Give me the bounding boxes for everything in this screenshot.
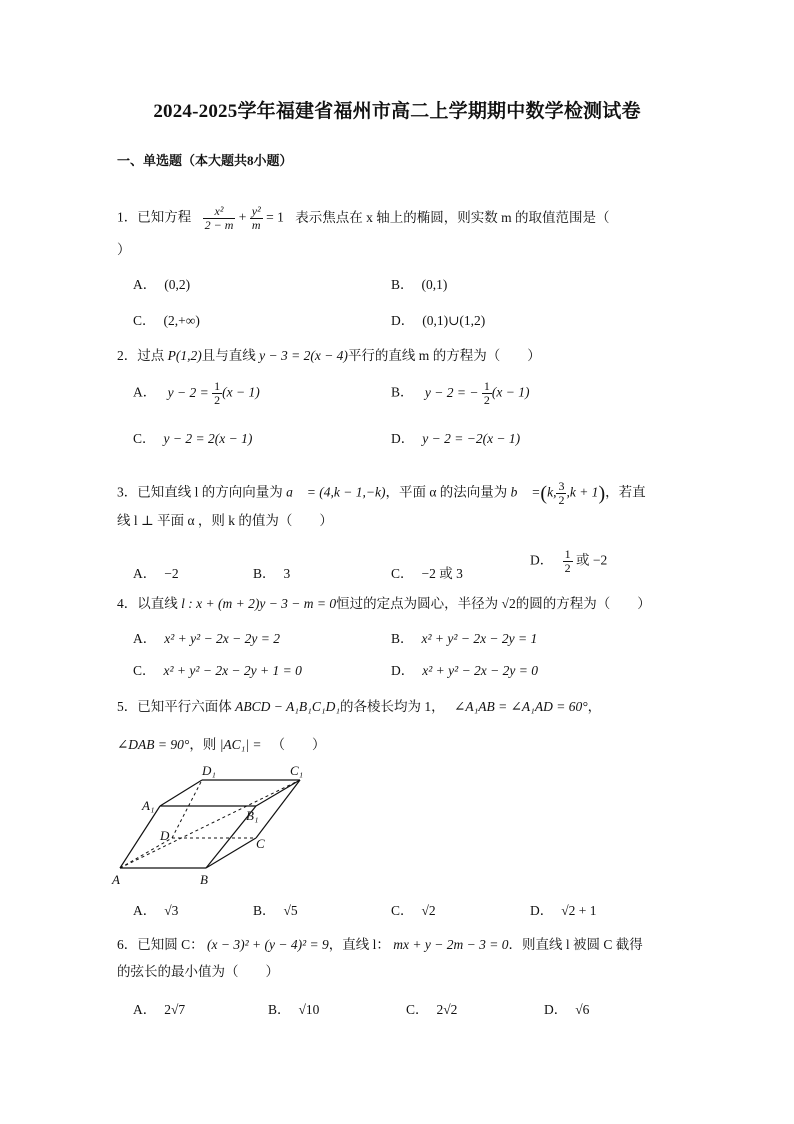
angle-expression: ∠A₁AB = ∠A₁AD = 60° — [454, 699, 588, 714]
numerator: 1 — [483, 379, 490, 393]
option-label: C． — [133, 663, 156, 678]
option-label: C． — [133, 431, 156, 446]
option-d — [391, 427, 520, 447]
paren-close: ) — [598, 482, 606, 505]
option-value: (x − 1) — [491, 384, 530, 400]
option-label: D． — [530, 903, 554, 918]
question-text: ．则直线 l 被圆 C 截得 — [508, 937, 643, 952]
option-b — [391, 627, 537, 647]
parallelepiped-figure — [110, 760, 330, 890]
numerator: 1 — [564, 547, 571, 561]
option-label: B． — [391, 631, 414, 646]
option-value: x² + y² − 2x − 2y = 2 — [164, 631, 281, 646]
option-c — [133, 427, 252, 447]
option-value: (0,1) — [421, 277, 448, 292]
question-text: 已知方程 — [137, 209, 192, 225]
option-d — [530, 899, 597, 919]
option-d — [391, 659, 538, 679]
solid-name: ABCD − A₁B₁C₁D₁ — [235, 699, 341, 714]
numerator: 1 — [214, 379, 221, 393]
question-text: 已知直线 l 的方向向量为 — [137, 484, 283, 500]
option-label: B． — [391, 277, 414, 292]
option-value: y − 2 = −2(x − 1) — [422, 431, 521, 446]
option-value: √5 — [283, 903, 298, 918]
fraction — [203, 205, 236, 232]
exam-title: 2024-2025学年福建省福州市高二上学期期中数学检测试卷 — [153, 101, 641, 122]
option-value: −2 或 3 — [421, 566, 463, 581]
punctuation: ， — [587, 699, 602, 714]
option-value: y − 2 = − — [424, 384, 479, 400]
line-equation: l : x + (m + 2)y − 3 − m = 0 — [181, 596, 337, 611]
question-text: 已知圆 C： — [137, 937, 204, 952]
question-text: 已知平行六面体 — [137, 699, 232, 714]
angle-expression: ∠DAB = 90° — [117, 737, 190, 752]
numerator: 3 — [558, 479, 565, 493]
question-number: 3． — [117, 484, 138, 500]
option-value: (2,+∞) — [163, 313, 200, 328]
vector-b-part: ,k + 1 — [566, 484, 599, 500]
abs-expression: |AC₁| = — [219, 737, 262, 752]
question-number: 2． — [117, 348, 138, 363]
question-text: 以直线 — [137, 596, 178, 611]
option-c — [406, 998, 457, 1018]
option-value: x² + y² − 2x − 2y = 1 — [421, 631, 538, 646]
label-c1: C₁ — [290, 763, 304, 778]
question-6 — [117, 935, 643, 955]
option-label: A． — [133, 1002, 157, 1017]
question-text: 且与直线 — [201, 348, 256, 363]
option-value: x² + y² − 2x − 2y + 1 = 0 — [163, 663, 302, 678]
label-d1: D₁ — [202, 763, 216, 778]
option-label: C． — [391, 566, 414, 581]
option-label: A． — [133, 903, 157, 918]
option-value: y − 2 = 2(x − 1) — [163, 431, 253, 446]
option-value: (0,2) — [164, 277, 191, 292]
fraction — [563, 548, 573, 575]
line-equation: y − 3 = 2(x − 4) — [259, 348, 348, 363]
option-label: A． — [133, 277, 157, 292]
option-value: √2 — [421, 903, 436, 918]
label-a1: A₁ — [142, 798, 155, 813]
option-value: √3 — [164, 903, 179, 918]
question-text-line2: 的弦长的最小值为（ ） — [117, 964, 279, 979]
fraction — [482, 380, 492, 407]
option-value: (0,1)∪(1,2) — [422, 313, 486, 328]
edge — [120, 806, 160, 868]
question-number: 4． — [117, 596, 138, 611]
option-label: B． — [391, 384, 414, 400]
question-text: ，平面 α 的法向量为 — [385, 484, 508, 500]
option-value: (x − 1) — [222, 384, 260, 400]
label-a: A — [112, 872, 120, 887]
line-equation: mx + y − 2m − 3 = 0 — [393, 937, 509, 952]
option-label: D． — [530, 552, 554, 568]
option-value: y − 2 = — [167, 384, 209, 400]
option-label: B． — [253, 566, 276, 581]
numerator: y² — [251, 204, 261, 218]
question-3 — [117, 480, 646, 507]
option-label: C． — [406, 1002, 429, 1017]
paren-open: ( — [540, 482, 548, 505]
question-2 — [117, 346, 541, 366]
plus-sign: + — [238, 209, 247, 225]
option-c — [391, 562, 463, 582]
vector-a: a⃗ = (4,k − 1,−k) — [286, 484, 386, 500]
option-b — [268, 998, 319, 1018]
diagonal-ac1 — [120, 780, 300, 868]
question-text: 的各棱长均为 1， — [340, 699, 445, 714]
edge — [206, 838, 256, 868]
option-a — [133, 899, 178, 919]
option-value: √6 — [575, 1002, 590, 1017]
option-label: B． — [253, 903, 276, 918]
question-text: 表示焦点在 x 轴上的椭圆，则实数 m 的取值范围是（ — [295, 209, 610, 225]
question-4 — [117, 594, 651, 614]
question-text: 平行的直线 m 的方程为（ ） — [347, 348, 541, 363]
question-text: 过点 — [137, 348, 165, 363]
option-a — [133, 627, 280, 647]
vector-b-label: b⃗ = — [510, 484, 541, 500]
option-b — [391, 380, 529, 407]
question-text: 的圆的方程为（ ） — [515, 596, 651, 611]
question-text-line2: 线 l ⊥ 平面 α ，则 k 的值为（ ） — [117, 513, 333, 528]
option-label: C． — [391, 903, 414, 918]
fraction — [556, 480, 566, 507]
question-5 — [117, 697, 601, 717]
option-label: C． — [133, 313, 156, 328]
option-b — [253, 899, 298, 919]
fraction — [212, 380, 222, 407]
option-b — [253, 562, 290, 582]
denominator: m — [251, 218, 261, 232]
option-d — [530, 548, 607, 575]
option-c — [391, 899, 436, 919]
denominator: 2 — [483, 393, 490, 407]
option-c — [133, 309, 200, 329]
question-text: （ ） — [271, 737, 326, 752]
option-d — [391, 309, 485, 329]
option-a — [133, 998, 185, 1018]
edge — [256, 780, 300, 806]
question-text: 恒过的定点为圆心，半径为 — [336, 596, 499, 611]
option-value: 3 — [283, 566, 291, 581]
denominator: 2 — [558, 493, 565, 507]
question-text: ，则 — [189, 737, 217, 752]
question-text-line2 — [117, 735, 326, 755]
option-value: x² + y² − 2x − 2y = 0 — [422, 663, 539, 678]
denominator: 2 — [564, 561, 571, 575]
option-a — [133, 273, 190, 293]
question-text: ，直线 l： — [328, 937, 390, 952]
edge — [256, 780, 300, 838]
numerator: x² — [203, 205, 236, 219]
option-value: √10 — [298, 1002, 320, 1017]
equals: = 1 — [266, 209, 284, 225]
option-a — [133, 562, 179, 582]
option-label: D． — [391, 431, 415, 446]
option-a — [133, 380, 260, 407]
option-label: A． — [133, 631, 157, 646]
option-value: −2 — [164, 566, 179, 581]
denominator: 2 — [214, 393, 221, 407]
question-number: 6． — [117, 937, 138, 952]
option-label: D． — [391, 313, 415, 328]
denominator: 2 − m — [204, 218, 234, 232]
option-value: 2√7 — [164, 1002, 186, 1017]
option-label: B． — [268, 1002, 291, 1017]
label-d: D — [160, 828, 170, 843]
option-value: 或 −2 — [576, 552, 608, 568]
option-label: A． — [133, 384, 157, 400]
question-1 — [117, 205, 609, 232]
option-value: 2√2 — [436, 1002, 458, 1017]
option-d — [544, 998, 589, 1018]
point-expression: P(1,2) — [167, 348, 202, 363]
option-b — [391, 273, 447, 293]
question-text: ，若直 — [605, 484, 646, 500]
option-label: D． — [391, 663, 415, 678]
option-label: A． — [133, 566, 157, 581]
label-c: C — [256, 836, 265, 851]
question-close: ） — [117, 242, 131, 257]
label-b: B — [200, 872, 208, 887]
vector-b-part: k, — [547, 484, 557, 500]
circle-equation: (x − 3)² + (y − 4)² = 9 — [207, 937, 329, 952]
question-number: 1． — [117, 209, 138, 225]
option-label: D． — [544, 1002, 568, 1017]
option-c — [133, 659, 302, 679]
radius-value: √2 — [501, 596, 516, 611]
fraction — [250, 205, 263, 232]
label-b1: B₁ — [246, 808, 259, 823]
section-heading: 一、单选题（本大题共8小题） — [117, 153, 293, 168]
option-value: √2 + 1 — [561, 903, 597, 918]
question-number: 5． — [117, 699, 138, 714]
